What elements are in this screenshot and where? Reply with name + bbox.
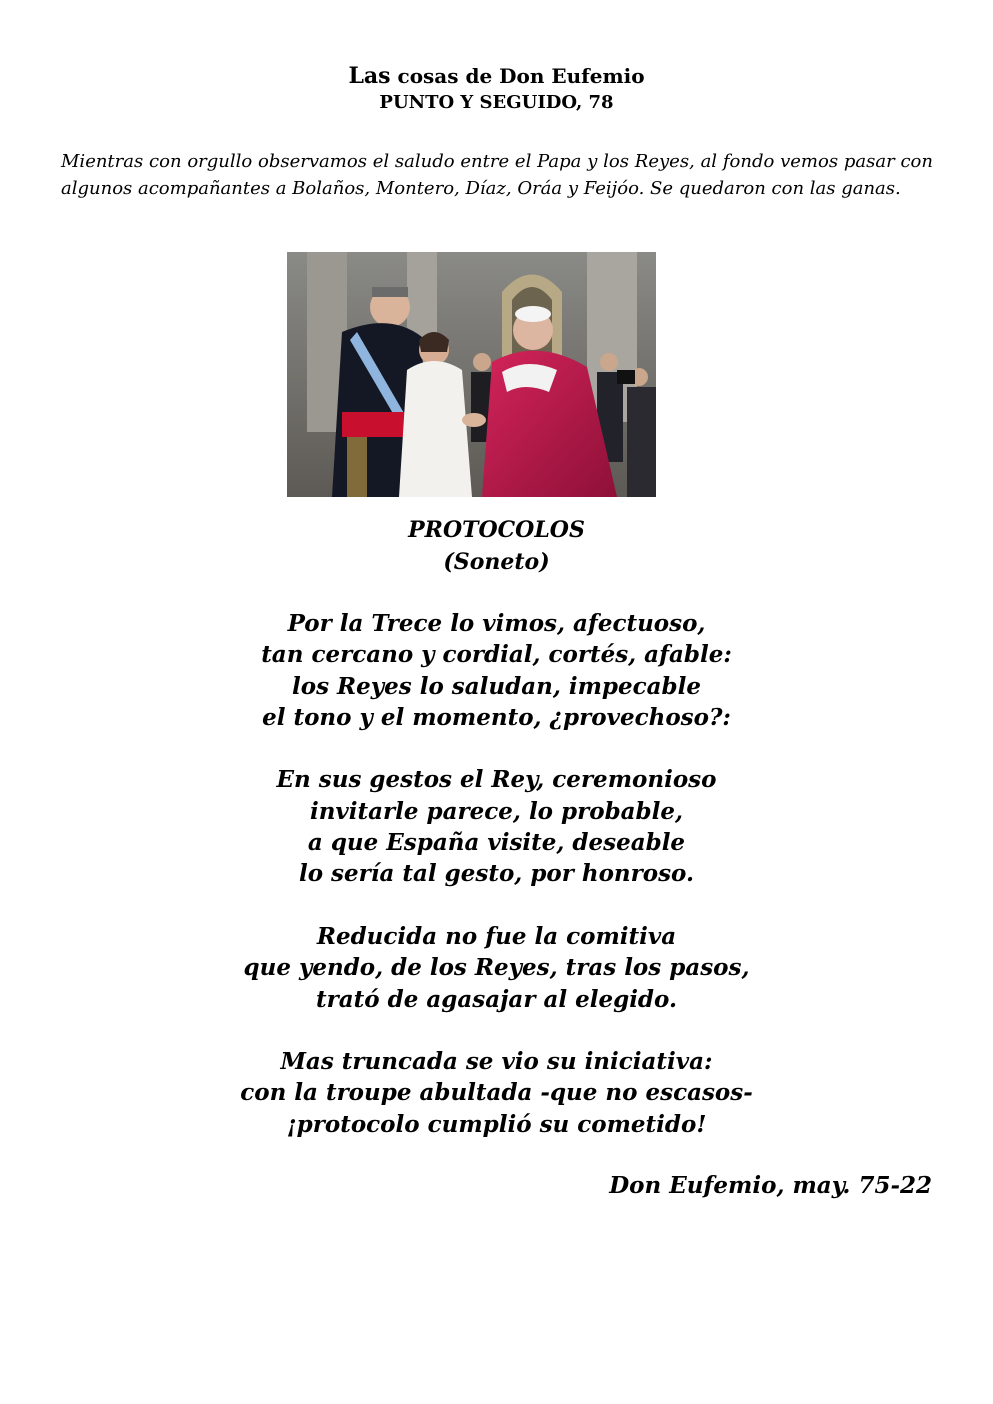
stanza-2 xyxy=(0,764,993,889)
verse: con la troupe abultada -que no escasos- xyxy=(240,1079,753,1107)
stanza-4 xyxy=(0,1046,993,1140)
poem-heading xyxy=(0,514,993,578)
poem-subtitle: (Soneto) xyxy=(443,549,550,575)
intro-paragraph: Mientras con orgullo observamos el saludo entre el Papa y los Reyes, al fondo vemos pasar con algunos acompañantes a Bolaños, Montero, Díaz, Oráa y Feijóo. Se quedaron con las ganas. xyxy=(61,151,933,199)
verse: ¡protocolo cumplió su cometido! xyxy=(286,1110,707,1138)
verse: los Reyes lo saludan, impecable xyxy=(291,672,701,700)
verse: a que España visite, deseable xyxy=(307,829,686,857)
title-rest: cosas de Don Eufemio xyxy=(390,64,645,88)
stanza-1 xyxy=(0,608,993,733)
signature: Don Eufemio, may. 75-22 xyxy=(609,1172,932,1199)
poem-body xyxy=(0,608,993,1171)
photo-pope-greeting-royals xyxy=(287,252,656,497)
verse: el tono y el momento, ¿provechoso?: xyxy=(262,703,731,731)
verse: Mas truncada se vio su iniciativa: xyxy=(280,1048,713,1076)
verse: trató de agasajar al elegido. xyxy=(316,985,677,1013)
verse: que yendo, de los Reyes, tras los pasos, xyxy=(243,954,750,982)
verse: Reducida no fue la comitiva xyxy=(316,922,677,950)
document-header xyxy=(0,62,993,116)
document-title xyxy=(0,62,993,90)
poem-title: PROTOCOLOS xyxy=(408,517,585,543)
verse: invitarle parece, lo probable, xyxy=(309,797,684,825)
verse: lo sería tal gesto, por honroso. xyxy=(298,860,695,888)
verse: En sus gestos el Rey, ceremonioso xyxy=(276,766,717,794)
verse: Por la Trece lo vimos, afectuoso, xyxy=(287,610,706,637)
photo-illustration xyxy=(287,252,656,497)
title-first-word: Las xyxy=(348,63,391,89)
verse: tan cercano y cordial, cortés, afable: xyxy=(261,641,732,669)
document-subtitle: PUNTO Y SEGUIDO, 78 xyxy=(379,92,614,113)
stanza-3 xyxy=(0,921,993,1015)
